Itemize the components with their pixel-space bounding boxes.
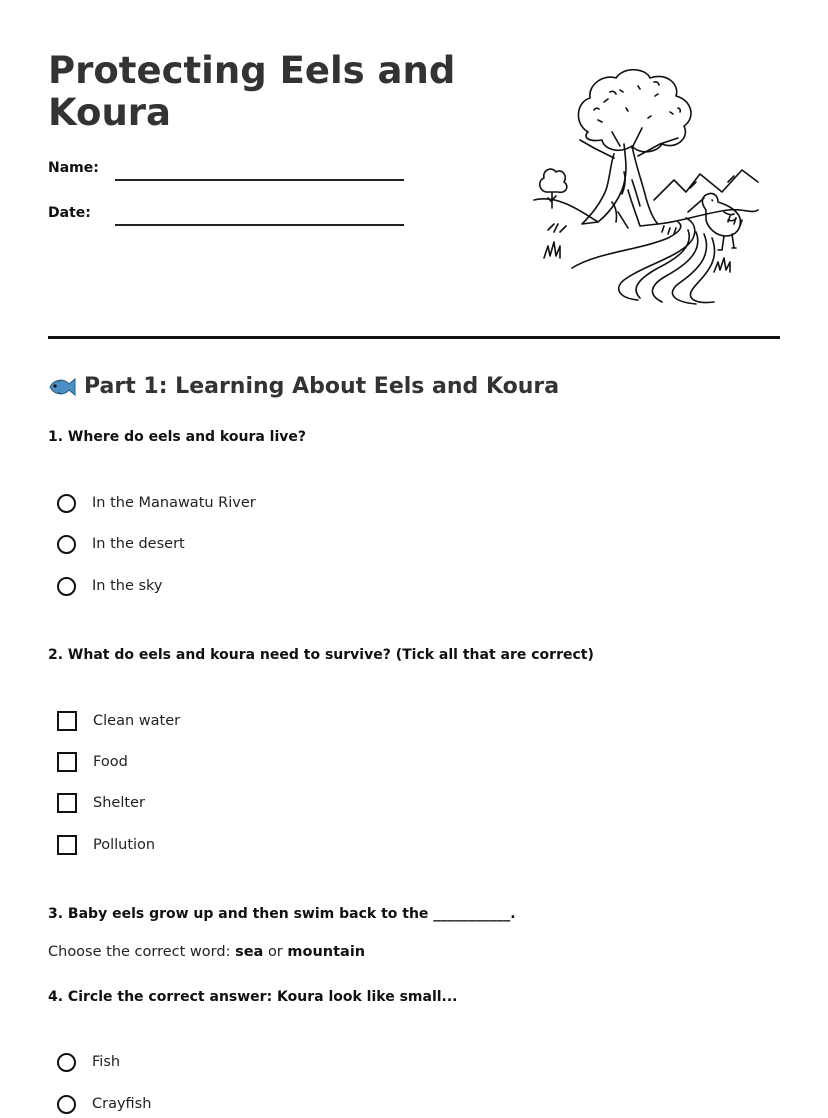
option-label: Shelter: [93, 795, 145, 811]
radio-button[interactable]: [57, 577, 76, 596]
q2-option-1[interactable]: [57, 709, 180, 733]
option-label: Crayfish: [92, 1096, 152, 1112]
checkbox[interactable]: [57, 711, 77, 731]
radio-button[interactable]: [57, 535, 76, 554]
radio-button[interactable]: [57, 1095, 76, 1114]
date-line[interactable]: [115, 224, 404, 226]
option-label: Pollution: [93, 837, 156, 853]
q3-word-sea: sea: [235, 944, 264, 960]
option-label: Food: [93, 754, 128, 770]
option-label: In the desert: [92, 536, 185, 552]
date-label: Date:: [48, 205, 91, 221]
radio-button[interactable]: [57, 494, 76, 513]
q4-option-2[interactable]: [57, 1092, 151, 1116]
checkbox[interactable]: [57, 752, 77, 772]
name-line[interactable]: [115, 179, 404, 181]
option-label: Clean water: [93, 713, 181, 729]
checkbox[interactable]: [57, 793, 77, 813]
q3-word-mountain: mountain: [287, 944, 366, 960]
option-label: In the Manawatu River: [92, 495, 256, 511]
q1-option-2[interactable]: [57, 532, 185, 556]
q3-or: or: [267, 944, 283, 960]
fish-icon: [48, 376, 76, 398]
section-heading-text: Part 1: Learning About Eels and Koura: [84, 374, 560, 399]
q2-option-3[interactable]: [57, 791, 145, 815]
question-3: 3. Baby eels grow up and then swim back to the ___________.: [48, 906, 516, 922]
question-4: 4. Circle the correct answer: Koura look like small...: [48, 989, 458, 1005]
checkbox[interactable]: [57, 835, 77, 855]
q4-option-1[interactable]: [57, 1050, 120, 1074]
q2-option-2[interactable]: [57, 750, 128, 774]
q2-option-4[interactable]: [57, 833, 155, 857]
section-heading: [48, 374, 559, 399]
option-label: In the sky: [92, 578, 163, 594]
q3-prompt: Choose the correct word:: [48, 944, 231, 960]
q3-choose-word: [48, 944, 365, 960]
q1-option-1[interactable]: [57, 491, 256, 515]
question-2: 2. What do eels and koura need to survive? (Tick all that are correct): [48, 647, 594, 663]
name-label: Name:: [48, 160, 99, 176]
river-landscape-icon: [528, 62, 764, 306]
option-label: Fish: [92, 1054, 121, 1070]
q1-option-3[interactable]: [57, 574, 163, 598]
worksheet-title: Protecting Eels and Koura: [48, 49, 456, 134]
radio-button[interactable]: [57, 1053, 76, 1072]
header-divider: [48, 336, 780, 339]
question-1: 1. Where do eels and koura live?: [48, 429, 307, 445]
